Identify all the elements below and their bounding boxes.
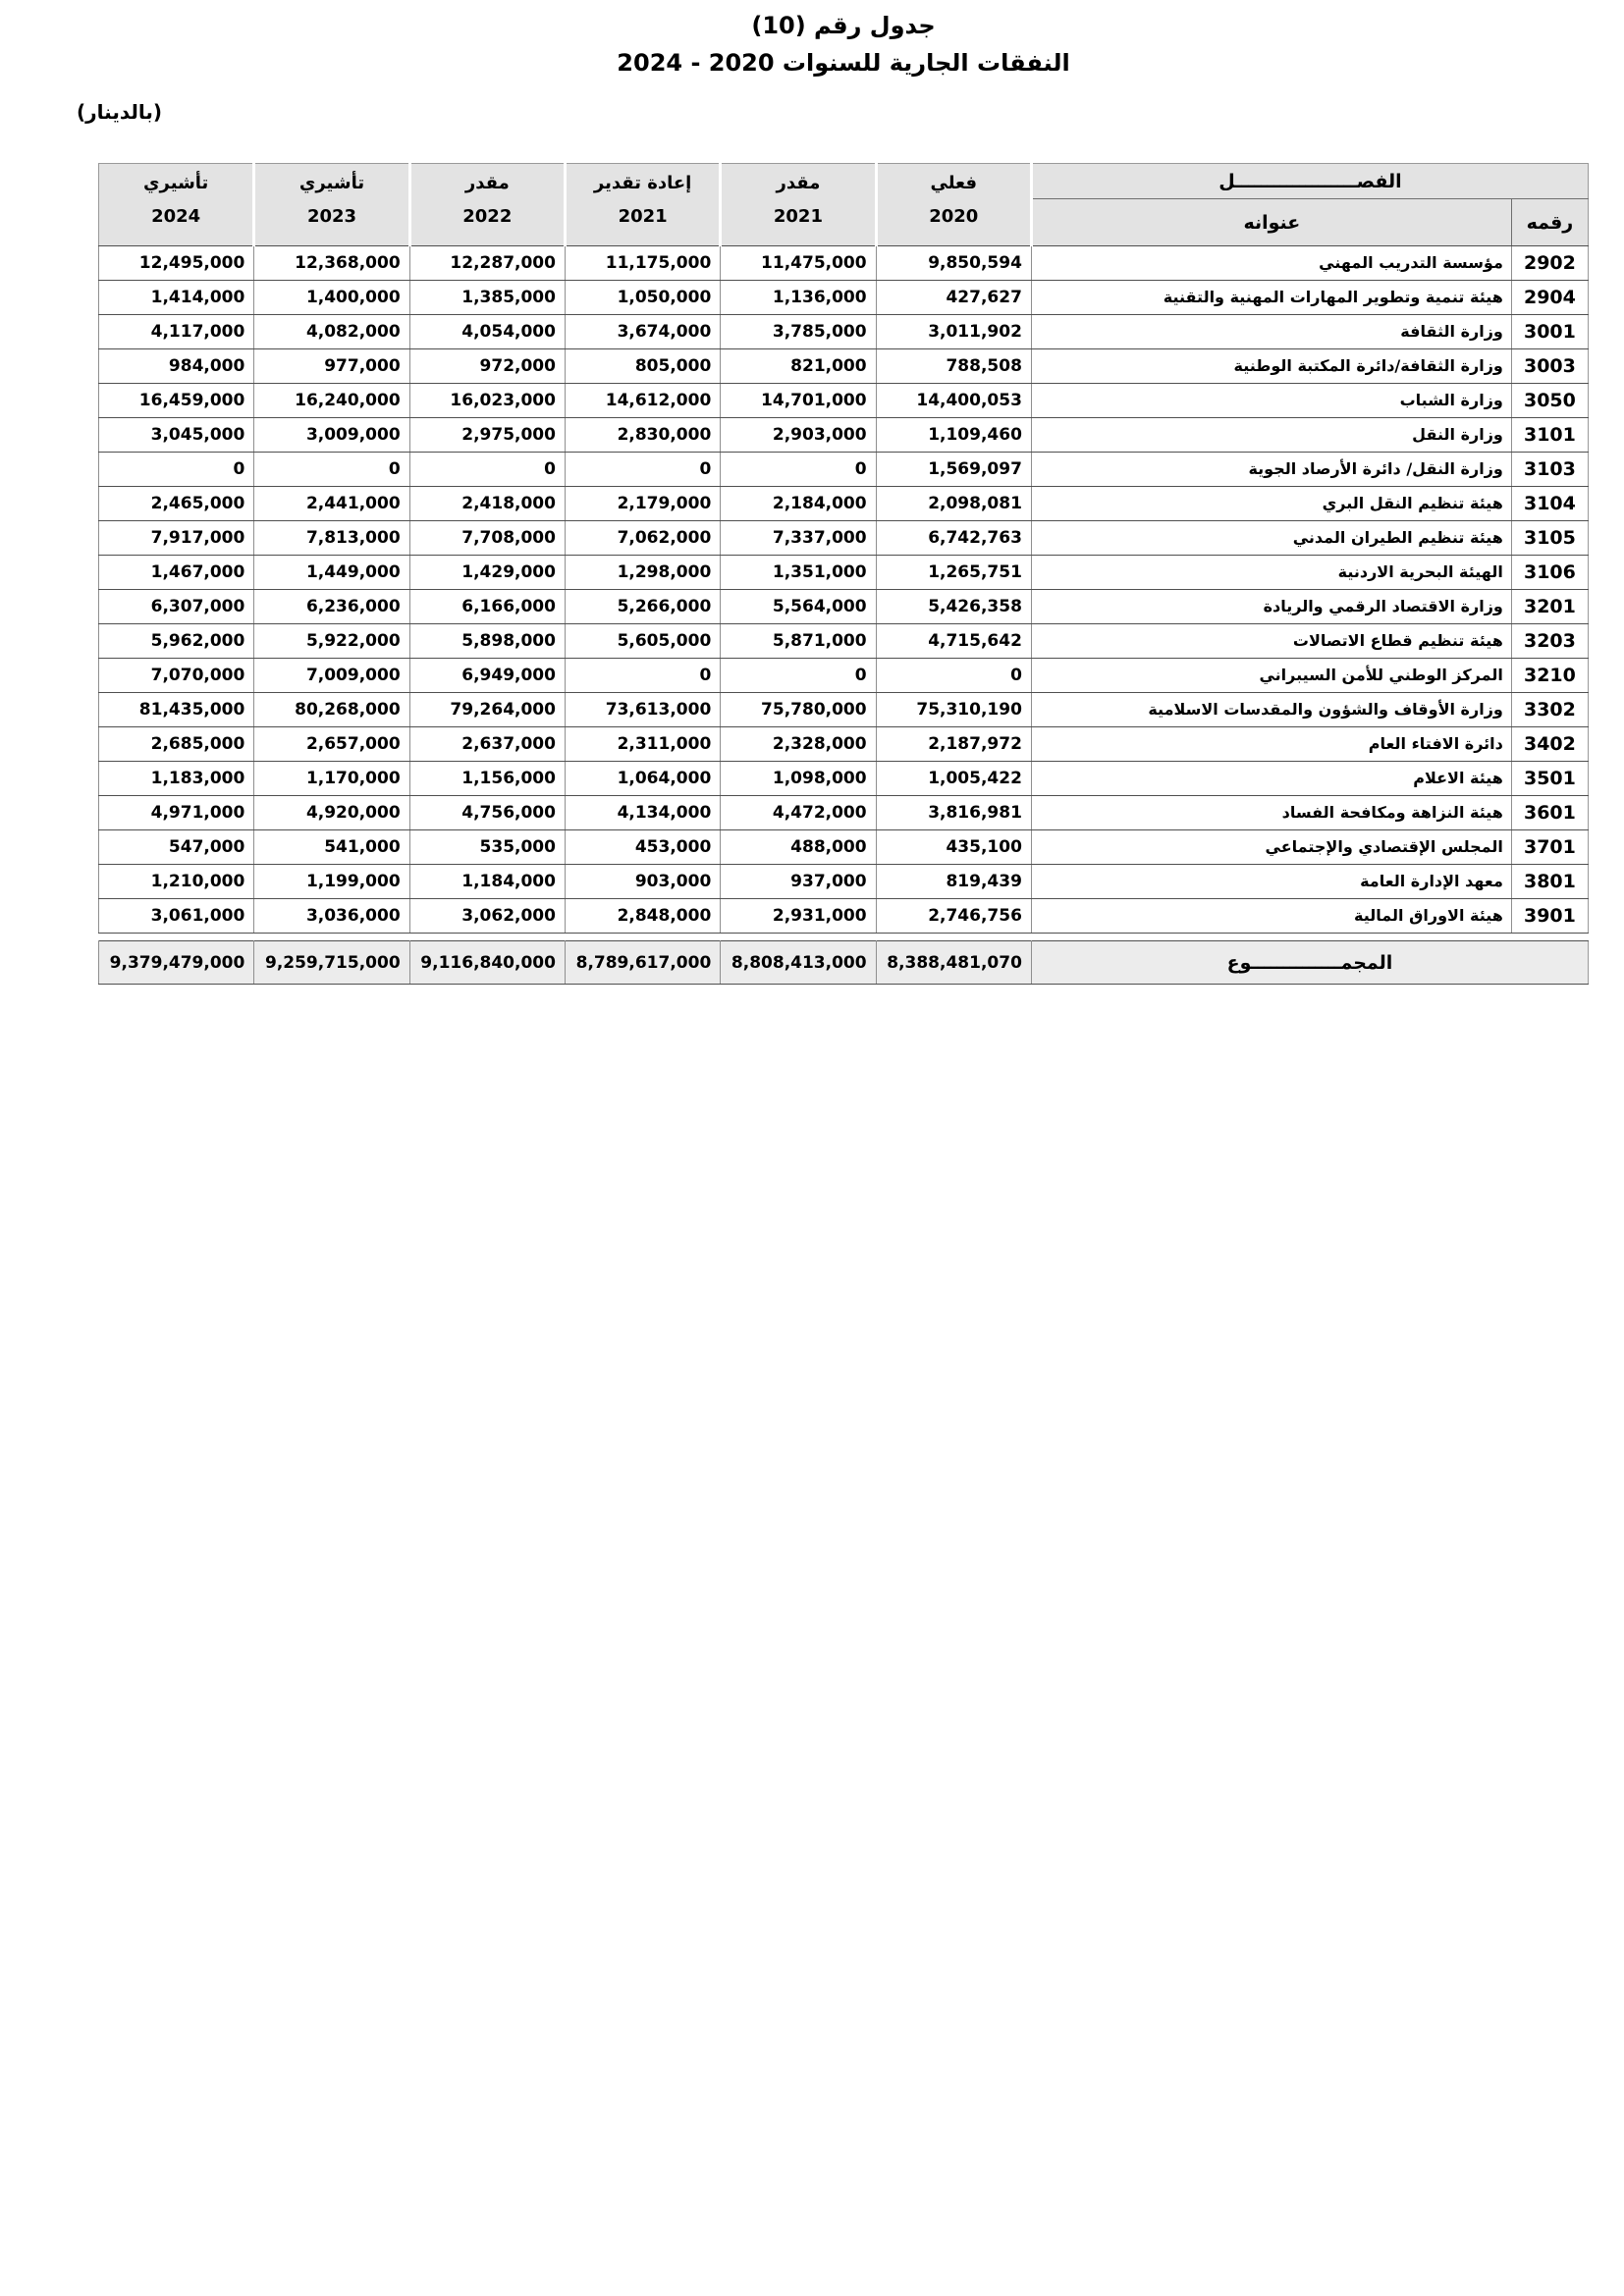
value-cell-2021-estimated: 1,351,000 [721,556,876,590]
column-label: فعلي [930,173,977,193]
value-cell-2024: 4,971,000 [99,796,254,830]
chapter-number-cell: 2904 [1511,281,1588,315]
value-cell-2023: 6,236,000 [254,590,409,624]
value-cell-2023: 2,657,000 [254,727,409,762]
value-cell-2021-reestimated: 14,612,000 [565,384,720,418]
value-cell-2021-reestimated: 903,000 [565,865,720,899]
table-row [99,281,1589,315]
value-cell-2024: 2,465,000 [99,487,254,521]
table-row [99,624,1589,659]
value-cell-2024: 16,459,000 [99,384,254,418]
value-cell-2021-reestimated: 2,848,000 [565,899,720,934]
table-row [99,556,1589,590]
chapter-title-cell: وزارة النقل [1031,418,1511,453]
chapter-title-cell: هيئة الاوراق المالية [1031,899,1511,934]
table-body [99,246,1589,934]
chapter-title-cell: هيئة تنظيم قطاع الاتصالات [1031,624,1511,659]
value-cell-2021-estimated: 11,475,000 [721,246,876,281]
value-cell-2021-reestimated: 5,266,000 [565,590,720,624]
total-label-cell: المجمــــــــــــــوع [1031,941,1588,985]
value-cell-2021-reestimated: 2,311,000 [565,727,720,762]
value-cell-2021-estimated: 4,472,000 [721,796,876,830]
value-cell-2024: 7,070,000 [99,659,254,693]
value-cell-2020: 1,005,422 [876,762,1031,796]
chapter-number-cell: 3701 [1511,830,1588,865]
value-cell-2021-reestimated: 2,830,000 [565,418,720,453]
budget-table [98,163,1589,985]
chapter-number-cell: 3201 [1511,590,1588,624]
chapter-number-cell: 3106 [1511,556,1588,590]
table-row [99,349,1589,384]
column-label: مقدر [464,173,510,193]
value-cell-2021-reestimated: 1,298,000 [565,556,720,590]
value-cell-2021-reestimated: 73,613,000 [565,693,720,727]
total-value-2023: 9,259,715,000 [254,941,409,985]
value-cell-2024: 2,685,000 [99,727,254,762]
value-cell-2023: 12,368,000 [254,246,409,281]
value-cell-2021-estimated: 7,337,000 [721,521,876,556]
value-cell-2022: 6,949,000 [409,659,565,693]
table-row [99,899,1589,934]
chapter-number-cell: 3302 [1511,693,1588,727]
value-cell-2022: 972,000 [409,349,565,384]
value-cell-2024: 81,435,000 [99,693,254,727]
value-cell-2022: 2,975,000 [409,418,565,453]
table-row [99,384,1589,418]
value-cell-2023: 3,036,000 [254,899,409,934]
value-cell-2020: 3,011,902 [876,315,1031,349]
value-cell-2020: 2,098,081 [876,487,1031,521]
value-cell-2023: 977,000 [254,349,409,384]
column-year: 2021 [773,206,823,227]
value-cell-2021-estimated: 5,564,000 [721,590,876,624]
value-cell-2022: 0 [409,453,565,487]
value-cell-2023: 1,449,000 [254,556,409,590]
value-cell-2022: 1,385,000 [409,281,565,315]
value-cell-2024: 12,495,000 [99,246,254,281]
column-header-estimated-2022 [409,164,565,246]
value-cell-2023: 3,009,000 [254,418,409,453]
value-cell-2022: 1,156,000 [409,762,565,796]
total-value-2021-reestimated: 8,789,617,000 [565,941,720,985]
chapter-title-cell: وزارة الشباب [1031,384,1511,418]
value-cell-2021-estimated: 937,000 [721,865,876,899]
value-cell-2020: 788,508 [876,349,1031,384]
value-cell-2020: 1,109,460 [876,418,1031,453]
table-row [99,521,1589,556]
value-cell-2021-reestimated: 453,000 [565,830,720,865]
value-cell-2022: 4,756,000 [409,796,565,830]
chapter-title-cell: هيئة النزاهة ومكافحة الفساد [1031,796,1511,830]
value-cell-2021-estimated: 2,903,000 [721,418,876,453]
value-cell-2021-estimated: 2,184,000 [721,487,876,521]
chapter-number-cell: 3103 [1511,453,1588,487]
value-cell-2023: 5,922,000 [254,624,409,659]
value-cell-2024: 547,000 [99,830,254,865]
value-cell-2021-reestimated: 5,605,000 [565,624,720,659]
value-cell-2020: 5,426,358 [876,590,1031,624]
value-cell-2024: 3,045,000 [99,418,254,453]
column-header-indicative-2023 [254,164,409,246]
currency-unit-note: (بالدينار) [77,100,163,124]
value-cell-2021-estimated: 0 [721,659,876,693]
value-cell-2024: 6,307,000 [99,590,254,624]
value-cell-2021-reestimated: 3,674,000 [565,315,720,349]
chapter-title-cell: المجلس الإقتصادي والإجتماعي [1031,830,1511,865]
table-row [99,830,1589,865]
chapter-number-cell: 3104 [1511,487,1588,521]
value-cell-2024: 7,917,000 [99,521,254,556]
value-cell-2022: 5,898,000 [409,624,565,659]
value-cell-2021-estimated: 1,098,000 [721,762,876,796]
page-subtitle: النفقات الجارية للسنوات 2020 - 2024 [617,49,1070,77]
table-row [99,727,1589,762]
value-cell-2022: 7,708,000 [409,521,565,556]
value-cell-2020: 435,100 [876,830,1031,865]
chapter-number-cell: 3601 [1511,796,1588,830]
value-cell-2024: 1,210,000 [99,865,254,899]
value-cell-2020: 9,850,594 [876,246,1031,281]
table-row [99,865,1589,899]
total-value-2021-estimated: 8,808,413,000 [721,941,876,985]
page-title: جدول رقم (10) [751,12,936,39]
value-cell-2022: 3,062,000 [409,899,565,934]
value-cell-2021-reestimated: 1,050,000 [565,281,720,315]
value-cell-2022: 535,000 [409,830,565,865]
chapter-number-cell: 3402 [1511,727,1588,762]
chapter-title-cell: مؤسسة التدريب المهني [1031,246,1511,281]
value-cell-2023: 7,009,000 [254,659,409,693]
value-cell-2021-reestimated: 0 [565,453,720,487]
table-header [99,164,1589,246]
column-header-reestimated-2021 [565,164,720,246]
value-cell-2024: 4,117,000 [99,315,254,349]
spacer-row [99,934,1589,941]
value-cell-2020: 2,746,756 [876,899,1031,934]
chapter-title-cell: وزارة الأوقاف والشؤون والمقدسات الاسلامية [1031,693,1511,727]
chapter-number-cell: 3501 [1511,762,1588,796]
chapter-title-cell: وزارة الثقافة [1031,315,1511,349]
value-cell-2021-reestimated: 2,179,000 [565,487,720,521]
column-header-indicative-2024 [99,164,254,246]
table-row [99,246,1589,281]
value-cell-2022: 79,264,000 [409,693,565,727]
value-cell-2022: 1,429,000 [409,556,565,590]
chapter-number-cell: 3203 [1511,624,1588,659]
column-label: تأشيري [298,173,365,193]
table-row [99,796,1589,830]
value-cell-2020: 819,439 [876,865,1031,899]
chapter-title-cell: هيئة تنظيم النقل البري [1031,487,1511,521]
value-cell-2024: 1,183,000 [99,762,254,796]
chapter-title-header: عنوانه [1031,199,1511,246]
value-cell-2021-reestimated: 1,064,000 [565,762,720,796]
table-row [99,590,1589,624]
column-year: 2023 [306,206,357,227]
chapter-title-cell: هيئة تنظيم الطيران المدني [1031,521,1511,556]
chapter-title-cell: وزارة الاقتصاد الرقمي والريادة [1031,590,1511,624]
chapter-number-header: رقمه [1511,199,1588,246]
document-header [98,12,1589,77]
value-cell-2024: 3,061,000 [99,899,254,934]
chapter-title-cell: الهيئة البحرية الاردنية [1031,556,1511,590]
chapter-number-cell: 3210 [1511,659,1588,693]
chapter-number-cell: 3101 [1511,418,1588,453]
column-label: تأشيري [143,173,209,193]
value-cell-2022: 4,054,000 [409,315,565,349]
total-value-2020: 8,388,481,070 [876,941,1031,985]
value-cell-2020: 427,627 [876,281,1031,315]
column-label: مقدر [776,173,821,193]
chapter-number-cell: 3901 [1511,899,1588,934]
chapter-title-cell: هيئة تنمية وتطوير المهارات المهنية والتقنية [1031,281,1511,315]
value-cell-2021-estimated: 75,780,000 [721,693,876,727]
value-cell-2021-estimated: 3,785,000 [721,315,876,349]
value-cell-2022: 2,637,000 [409,727,565,762]
chapter-number-cell: 3003 [1511,349,1588,384]
value-cell-2020: 4,715,642 [876,624,1031,659]
value-cell-2021-estimated: 2,931,000 [721,899,876,934]
value-cell-2022: 12,287,000 [409,246,565,281]
value-cell-2023: 80,268,000 [254,693,409,727]
column-year: 2021 [618,206,668,227]
value-cell-2024: 1,467,000 [99,556,254,590]
chapter-number-cell: 3050 [1511,384,1588,418]
column-header-estimated-2021 [721,164,876,246]
value-cell-2024: 5,962,000 [99,624,254,659]
value-cell-2022: 16,023,000 [409,384,565,418]
value-cell-2023: 541,000 [254,830,409,865]
value-cell-2023: 0 [254,453,409,487]
value-cell-2023: 16,240,000 [254,384,409,418]
table-row [99,693,1589,727]
column-year: 2024 [151,206,201,227]
value-cell-2023: 7,813,000 [254,521,409,556]
value-cell-2023: 2,441,000 [254,487,409,521]
value-cell-2021-estimated: 2,328,000 [721,727,876,762]
column-header-actual-2020 [876,164,1031,246]
value-cell-2023: 1,199,000 [254,865,409,899]
table-footer [99,934,1589,985]
value-cell-2021-estimated: 14,701,000 [721,384,876,418]
value-cell-2021-estimated: 488,000 [721,830,876,865]
table-row [99,762,1589,796]
spacer-cell [99,934,1589,941]
value-cell-2020: 1,569,097 [876,453,1031,487]
value-cell-2023: 1,170,000 [254,762,409,796]
value-cell-2021-reestimated: 7,062,000 [565,521,720,556]
value-cell-2024: 0 [99,453,254,487]
table-row [99,315,1589,349]
header-row-chapter [99,164,1589,199]
value-cell-2022: 1,184,000 [409,865,565,899]
value-cell-2024: 1,414,000 [99,281,254,315]
value-cell-2020: 3,816,981 [876,796,1031,830]
value-cell-2023: 1,400,000 [254,281,409,315]
total-value-2024: 9,379,479,000 [99,941,254,985]
value-cell-2024: 984,000 [99,349,254,384]
total-row [99,941,1589,985]
chapter-header-cell: الفصـــــــــــــــــــل [1031,164,1588,199]
chapter-number-cell: 3801 [1511,865,1588,899]
chapter-number-cell: 3105 [1511,521,1588,556]
value-cell-2020: 75,310,190 [876,693,1031,727]
value-cell-2020: 2,187,972 [876,727,1031,762]
table-row [99,659,1589,693]
table-row [99,487,1589,521]
chapter-number-cell: 3001 [1511,315,1588,349]
chapter-number-cell: 2902 [1511,246,1588,281]
value-cell-2020: 0 [876,659,1031,693]
column-year: 2020 [929,206,979,227]
table-row [99,418,1589,453]
value-cell-2022: 2,418,000 [409,487,565,521]
value-cell-2021-reestimated: 0 [565,659,720,693]
value-cell-2021-estimated: 1,136,000 [721,281,876,315]
chapter-title-cell: هيئة الاعلام [1031,762,1511,796]
value-cell-2021-estimated: 5,871,000 [721,624,876,659]
value-cell-2021-estimated: 821,000 [721,349,876,384]
value-cell-2021-estimated: 0 [721,453,876,487]
value-cell-2021-reestimated: 11,175,000 [565,246,720,281]
value-cell-2020: 1,265,751 [876,556,1031,590]
chapter-title-cell: معهد الإدارة العامة [1031,865,1511,899]
value-cell-2021-reestimated: 4,134,000 [565,796,720,830]
value-cell-2022: 6,166,000 [409,590,565,624]
chapter-title-cell: المركز الوطني للأمن السيبراني [1031,659,1511,693]
chapter-title-cell: وزارة النقل/ دائرة الأرصاد الجوية [1031,453,1511,487]
value-cell-2020: 14,400,053 [876,384,1031,418]
value-cell-2021-reestimated: 805,000 [565,349,720,384]
column-year: 2022 [462,206,513,227]
chapter-title-cell: دائرة الافتاء العام [1031,727,1511,762]
value-cell-2023: 4,920,000 [254,796,409,830]
value-cell-2020: 6,742,763 [876,521,1031,556]
column-label: إعادة تقدير [593,173,692,193]
total-value-2022: 9,116,840,000 [409,941,565,985]
chapter-title-cell: وزارة الثقافة/دائرة المكتبة الوطنية [1031,349,1511,384]
value-cell-2023: 4,082,000 [254,315,409,349]
table-row [99,453,1589,487]
